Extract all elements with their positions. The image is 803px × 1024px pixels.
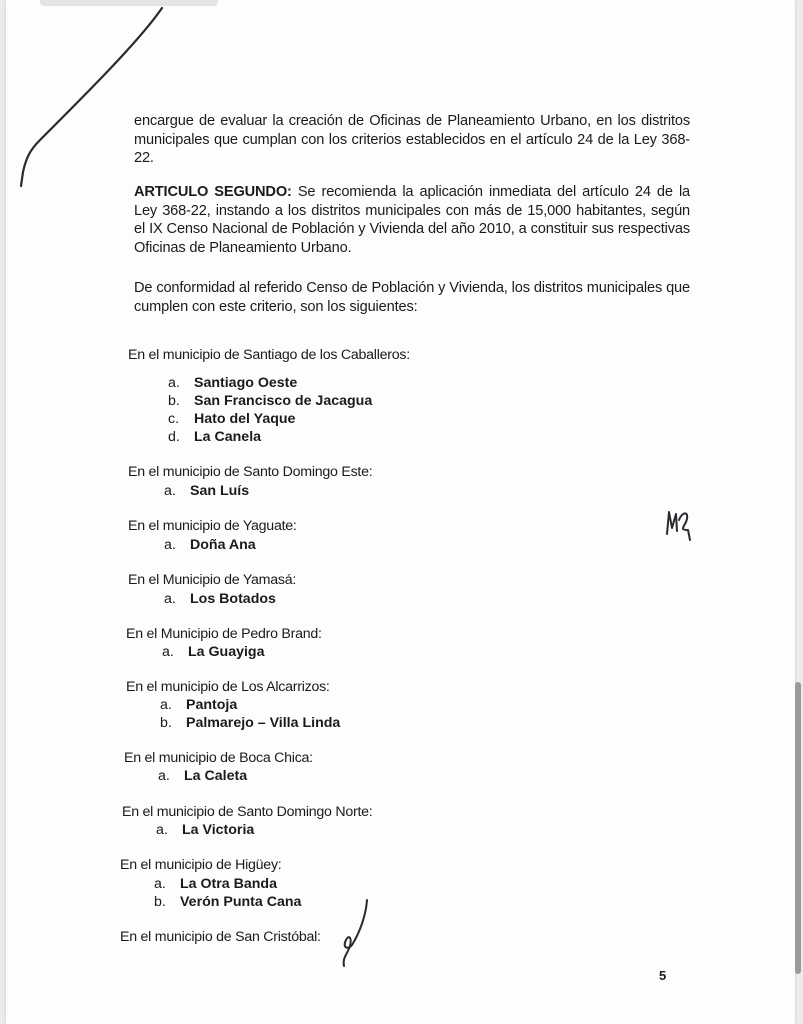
municipality-label: En el municipio de Los Alcarrizos: [126,679,330,695]
district-item [164,590,276,608]
district-letter: a. [162,644,174,660]
page-top-tab [40,0,218,6]
district-letter: d. [168,429,180,445]
district-item [164,536,256,554]
district-item [164,482,249,500]
district-name: Pantoja [186,697,238,713]
district-name: San Luís [190,483,250,499]
district-name: La Victoria [182,822,255,838]
municipality-label: En el municipio de Boca Chica: [124,750,313,766]
document-page [6,0,795,1024]
district-name: Los Botados [190,591,276,607]
district-letter: a. [156,822,168,838]
district-letter: b. [160,715,172,731]
district-letter: a. [168,375,180,391]
district-letter: a. [154,876,166,892]
district-letter: a. [160,697,172,713]
intro-paragraph: encargue de evaluar la creación de Oficinas de Planeamiento Urbano, en los distritos municipales que cumplan con los criterios establecidos en el artículo 24 de la Ley 368-22. [134,113,690,166]
district-item [158,767,247,785]
district-letter: b. [154,894,166,910]
page-number: 5 [659,968,667,983]
district-letter: a. [164,483,176,499]
municipality-label: En el municipio de Santiago de los Caballeros: [128,347,410,363]
article-segundo-paragraph [134,183,690,257]
district-item [168,428,261,446]
district-item [160,714,340,732]
district-name: San Francisco de Jacagua [194,393,373,409]
district-item [160,696,237,714]
municipality-label: En el Municipio de Pedro Brand: [126,626,322,642]
district-name: Verón Punta Cana [180,894,302,910]
district-item [154,875,277,893]
district-name: Doña Ana [190,537,256,553]
district-name: La Guayiga [188,644,265,660]
municipality-label: En el municipio de Santo Domingo Norte: [122,804,373,820]
article-body: Se recomienda la aplicación inmediata del artículo 24 de la Ley 368-22, instando a los distritos municipales con más de 15,000 habitantes, según el IX Censo Nacional de Población y Vivienda del año 2010, a constituir sus respectivas Oficinas de Planeamiento Urbano. [134,184,690,256]
district-item [154,893,301,911]
district-letter: b. [168,393,180,409]
municipality-label: En el municipio de San Cristóbal: [120,929,321,945]
district-name: La Otra Banda [180,876,277,892]
district-letter: a. [164,537,176,553]
vertical-scrollbar[interactable] [795,682,801,974]
district-item [168,392,372,410]
district-letter: a. [158,768,170,784]
district-name: Hato del Yaque [194,411,296,427]
district-name: La Caleta [184,768,248,784]
district-name: Palmarejo – Villa Linda [186,715,341,731]
municipality-label: En el Municipio de Yamasá: [128,572,297,588]
district-item [168,374,297,392]
municipality-label: En el municipio de Santo Domingo Este: [128,464,373,480]
district-letter: c. [168,411,180,427]
district-letter: a. [164,591,176,607]
census-paragraph: De conformidad al referido Censo de Población y Vivienda, los distritos municipales que cumplen con este criterio, son los siguientes: [134,280,690,315]
district-name: Santiago Oeste [194,375,298,391]
municipality-label: En el municipio de Higüey: [120,857,282,873]
article-heading: ARTICULO SEGUNDO: [134,184,292,200]
district-item [168,410,295,428]
district-item [162,643,264,661]
district-item [156,821,254,839]
municipality-label: En el municipio de Yaguate: [128,518,297,534]
district-name: La Canela [194,429,262,445]
